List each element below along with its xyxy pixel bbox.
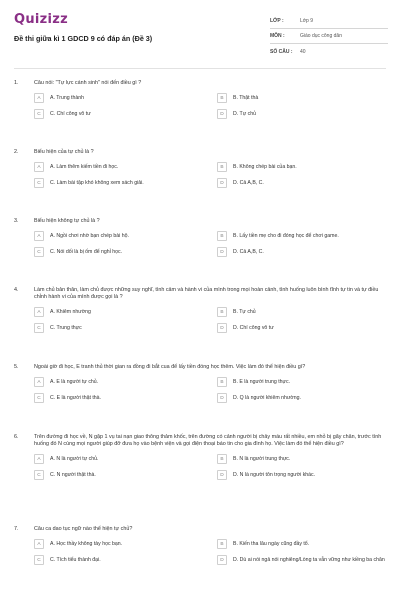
option-text: A. Làm thêm kiếm tiền đi học. (50, 163, 119, 170)
option-text: D. Tự chủ (233, 110, 256, 117)
option-letter: D (217, 178, 227, 188)
meta-row-class (270, 14, 388, 29)
option-b[interactable] (217, 230, 392, 242)
option-letter: B (217, 162, 227, 172)
option-letter: C (34, 109, 44, 119)
option-text: A. Ngồi chơi nhờ bạn chép bài hộ. (50, 232, 129, 239)
option-text: A. N là người tự chủ. (50, 455, 99, 462)
option-text: C. Chí công vô tư (50, 110, 91, 117)
meta-value: 40 (300, 48, 306, 55)
option-text: B. E là người trung thực. (233, 378, 291, 385)
option-text: D. N là người tôn trọng người khác. (233, 471, 316, 478)
option-letter: D (217, 247, 227, 257)
question-number: 3. (14, 218, 19, 224)
option-d[interactable] (217, 322, 392, 334)
option-letter: A (34, 93, 44, 103)
meta-label: MÔN : (270, 33, 285, 39)
option-text: D. Dù ai nói ngả nói nghiêng/Lòng ta vẫn vững như kiềng ba chân (233, 556, 385, 563)
header-divider (14, 68, 386, 69)
option-text: B. Thật thà (233, 94, 259, 101)
meta-row-subject (270, 29, 388, 44)
option-text: A. E là người tự chủ. (50, 378, 99, 385)
option-c[interactable] (34, 108, 209, 120)
option-letter: C (34, 470, 44, 480)
option-a[interactable] (34, 538, 209, 550)
option-text: C. E là người thật thà. (50, 394, 101, 401)
option-text: C. Trung thực (50, 324, 82, 331)
question-text: Làm chủ bản thân, làm chủ được những suy nghĩ, tình cảm và hành vi của mình trong mọi hoàn cảnh, tình huống luôn bình tĩnh tự tin và tự điều chỉnh hành vi của mình được gọi là ? (34, 287, 379, 300)
option-letter: C (34, 555, 44, 565)
question-text: Trên đường đi học về, N gặp 1 vụ tai nạn giao thông thảm khốc, trên đường có cảnh người bị chảy máu rất nhiều, em nhỏ bị gãy chân, trước tình huống đó N cùng mọi người giúp đỡ đưa họ vào bệnh viện và gọi điện thoại báo tin cho gia đình họ. Việc làm đó thể hiện điều gì? (34, 434, 382, 447)
meta-value: Giáo dục công dân (300, 33, 342, 39)
option-b[interactable] (217, 161, 392, 173)
question-number: 6. (14, 434, 19, 440)
question-text: Ngoài giờ đi học, E tranh thủ thời gian ra đồng đi bắt cua để lấy tiền đóng học thêm. Việc làm đó thể hiện điều gì? (34, 364, 306, 370)
option-text: D. Cả A,B, C. (233, 248, 264, 255)
option-letter: C (34, 247, 44, 257)
question-number: 2. (14, 149, 19, 155)
question-2 (14, 149, 386, 189)
question-text: Biểu hiện không tự chủ là ? (34, 218, 100, 224)
option-a[interactable] (34, 92, 209, 104)
question-text: Biểu hiện của tự chủ là ? (34, 149, 94, 155)
option-b[interactable] (217, 306, 392, 318)
option-text: C. Làm bài tập khó không xem sách giải. (50, 179, 144, 186)
option-text: D. Q là người khiêm nhường. (233, 394, 301, 401)
option-c[interactable] (34, 554, 209, 566)
option-d[interactable] (217, 177, 392, 189)
meta-row-count (270, 44, 388, 59)
option-text: A. Trung thành (50, 94, 85, 101)
option-letter: D (217, 323, 227, 333)
option-a[interactable] (34, 453, 209, 465)
question-text: Câu ca dao tục ngữ nào thể hiện tự chủ? (34, 526, 133, 532)
option-letter: B (217, 93, 227, 103)
question-6 (14, 434, 386, 481)
option-text: B. Không chép bài của bạn. (233, 163, 297, 170)
option-letter: A (34, 307, 44, 317)
quizizz-logo: Quizizz (14, 12, 69, 27)
option-text: C. Nói dối là bị ốm để nghỉ học. (50, 248, 123, 255)
option-d[interactable] (217, 469, 392, 481)
meta-table (270, 14, 388, 59)
question-number: 7. (14, 526, 19, 532)
option-a[interactable] (34, 230, 209, 242)
option-letter: A (34, 162, 44, 172)
option-letter: D (217, 555, 227, 565)
question-4 (14, 287, 386, 334)
option-letter: A (34, 377, 44, 387)
option-letter: D (217, 109, 227, 119)
option-text: C. Tích tiểu thành đại. (50, 556, 101, 563)
option-b[interactable] (217, 453, 392, 465)
option-text: B. Kiến tha lâu ngày cũng đầy tổ. (233, 540, 310, 547)
option-letter: B (217, 454, 227, 464)
option-c[interactable] (34, 246, 209, 258)
option-a[interactable] (34, 306, 209, 318)
option-letter: C (34, 323, 44, 333)
option-text: C. N người thật thà. (50, 471, 96, 478)
meta-value: Lớp 9 (300, 18, 314, 24)
page-title: Đề thi giữa kì 1 GDCD 9 có đáp án (Đề 3) (14, 34, 153, 43)
option-letter: B (217, 231, 227, 241)
option-d[interactable] (217, 246, 392, 258)
meta-label: LỚP : (270, 18, 284, 24)
question-1 (14, 80, 386, 120)
option-text: A. Học thầy không tày học bạn. (50, 540, 123, 547)
question-number: 1. (14, 80, 19, 86)
option-letter: D (217, 470, 227, 480)
option-letter: C (34, 178, 44, 188)
option-text: A. Khiêm nhường (50, 308, 91, 315)
option-d[interactable] (217, 554, 392, 566)
option-letter: A (34, 539, 44, 549)
option-letter: C (34, 393, 44, 403)
option-b[interactable] (217, 376, 392, 388)
option-text: B. Tự chủ (233, 308, 256, 315)
question-number: 5. (14, 364, 19, 370)
option-c[interactable] (34, 469, 209, 481)
option-d[interactable] (217, 392, 392, 404)
question-5 (14, 364, 386, 404)
option-c[interactable] (34, 392, 209, 404)
option-text: D. Chí công vô tư (233, 324, 274, 331)
option-letter: B (217, 307, 227, 317)
option-c[interactable] (34, 177, 209, 189)
option-text: D. Cả A,B, C. (233, 179, 264, 186)
meta-label: SỐ CÂU : (270, 48, 293, 55)
option-letter: D (217, 393, 227, 403)
option-d[interactable] (217, 108, 392, 120)
option-b[interactable] (217, 92, 392, 104)
option-b[interactable] (217, 538, 392, 550)
option-a[interactable] (34, 161, 209, 173)
option-a[interactable] (34, 376, 209, 388)
question-3 (14, 218, 386, 258)
option-letter: A (34, 231, 44, 241)
option-c[interactable] (34, 322, 209, 334)
option-letter: A (34, 454, 44, 464)
question-number: 4. (14, 287, 19, 293)
option-letter: B (217, 539, 227, 549)
question-text: Câu nói: "Tự lực cánh sinh" nói đến điều gì ? (34, 80, 142, 86)
option-letter: B (217, 377, 227, 387)
option-text: B. Lấy tiền mẹ cho đi đóng học để chơi game. (233, 232, 339, 239)
page-header (0, 0, 400, 68)
question-7 (14, 526, 386, 566)
option-text: B. N là người trung thực. (233, 455, 291, 462)
